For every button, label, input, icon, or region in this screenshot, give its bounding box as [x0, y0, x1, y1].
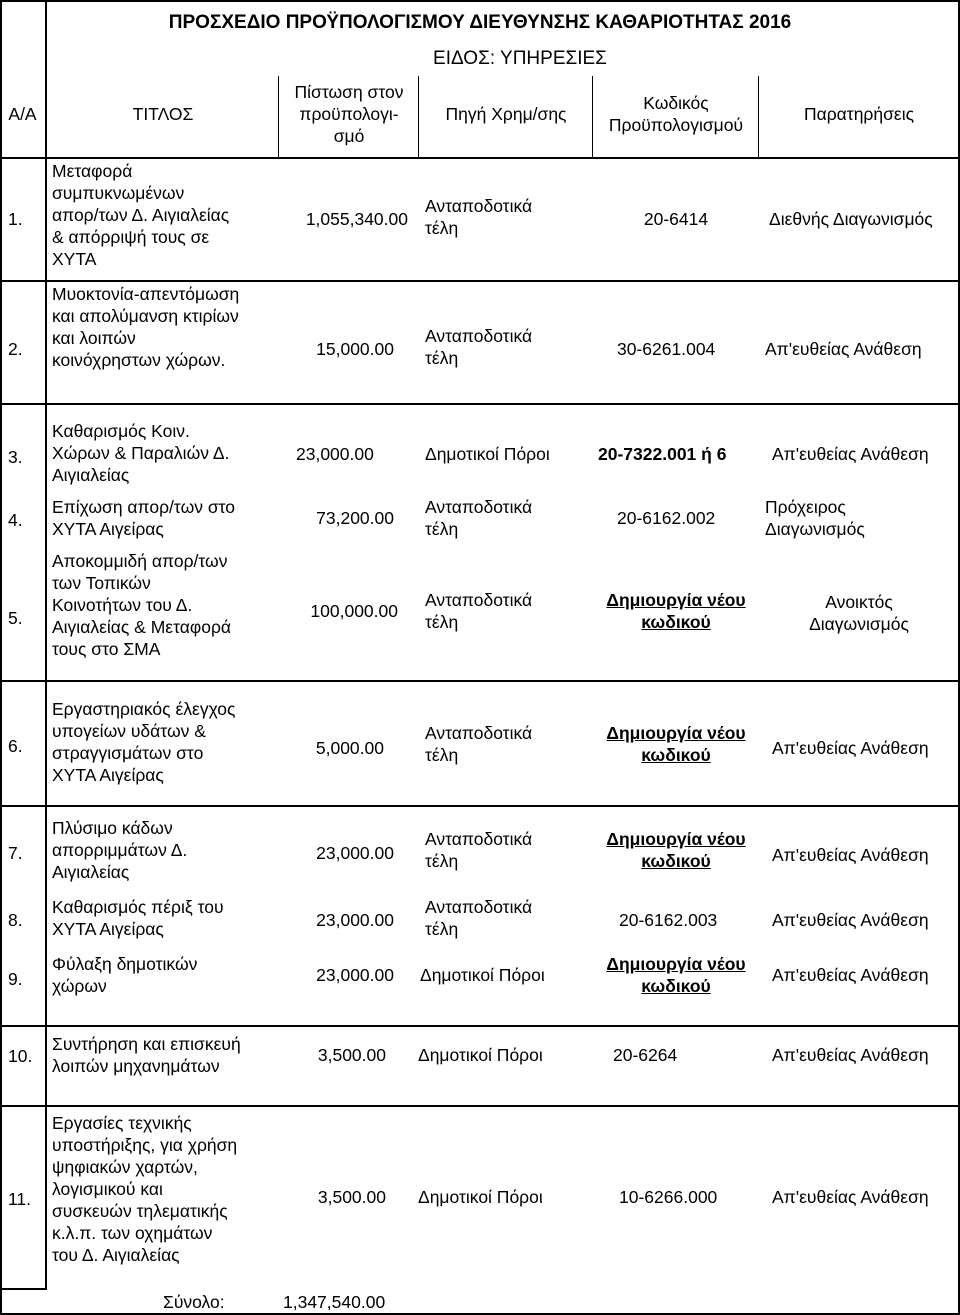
row-source: Δημοτικοί Πόροι	[420, 965, 545, 985]
row-title: Πλύσιμο κάδων απορριμμάτων Δ. Αιγιαλείας	[52, 818, 188, 882]
row-title: Καθαρισμός πέριξ του ΧΥΤΑ Αιγείρας	[52, 897, 224, 939]
row-title: Φύλαξη δημοτικών χώρων	[52, 954, 198, 996]
row-title: Επίχωση απορ/των στο ΧΥΤΑ Αιγείρας	[52, 497, 236, 539]
row-source: Ανταποδοτικά τέλη	[425, 829, 533, 871]
row-source: Δημοτικοί Πόροι	[425, 444, 550, 464]
row-number: 3.	[8, 447, 23, 467]
row-amount: 23,000.00	[296, 444, 374, 464]
row-code: 20-6162.002	[617, 508, 716, 528]
row-number: 11.	[8, 1189, 32, 1209]
row-title: Συντήρηση και επισκευή λοιπών μηχανημάτων	[52, 1034, 241, 1076]
row-number: 9.	[8, 969, 23, 989]
row-amount: 23,000.00	[316, 843, 394, 863]
header-code: Κωδικός Προϋπολογισμού	[608, 93, 744, 135]
header-aa: Α/Α	[8, 104, 37, 124]
row-code: Δημιουργία νέου κωδικού	[606, 590, 746, 632]
row-amount: 3,500.00	[317, 1045, 386, 1065]
row-remarks: Απ'ευθείας Ανάθεση	[772, 1187, 929, 1207]
row-remarks: Απ'ευθείας Ανάθεση	[772, 845, 929, 865]
row-amount: 5,000.00	[315, 738, 384, 758]
row-title: Καθαρισμός Κοιν. Χώρων & Παραλιών Δ. Αιγιαλείας	[52, 421, 230, 485]
header-title: ΤΙΤΛΟΣ	[132, 104, 194, 124]
row-remarks: Απ'ευθείας Ανάθεση	[772, 444, 929, 464]
row-source: Δημοτικοί Πόροι	[418, 1187, 543, 1207]
row-amount: 23,000.00	[316, 965, 394, 985]
row-code: 10-6266.000	[619, 1187, 718, 1207]
row-amount: 73,200.00	[316, 508, 394, 528]
row-remarks: Πρόχειρος Διαγωνισμός	[765, 497, 865, 539]
row-number: 7.	[8, 843, 23, 863]
page-title: ΠΡΟΣΧΕΔΙΟ ΠΡΟΫΠΟΛΟΓΙΣΜΟΥ ΔΙΕΥΘΥΝΣΗΣ ΚΑΘΑΡΙΟΤΗΤΑΣ 2016	[168, 12, 792, 33]
row-code: 20-7322.001 ή 6	[598, 444, 727, 464]
row-number: 8.	[8, 910, 23, 930]
row-number: 4.	[8, 510, 23, 530]
row-code: Δημιουργία νέου κωδικού	[606, 723, 746, 765]
row-number: 1.	[8, 209, 23, 229]
row-amount: 1,055,340.00	[305, 209, 408, 229]
row-remarks: Απ'ευθείας Ανάθεση	[772, 910, 929, 930]
row-number: 6.	[8, 736, 23, 756]
row-code: 30-6261.004	[617, 339, 716, 359]
header-remarks: Παρατηρήσεις	[803, 104, 915, 124]
row-code: 20-6414	[643, 209, 709, 229]
row-title: Εργασίες τεχνικής υποστήριξης, για χρήση ψηφιακών χαρτών, λογισμικού και συσκευών τηλεματικής κ.λ.π. των οχημάτων του Δ. Αιγιαλείας	[52, 1113, 238, 1265]
row-amount: 100,000.00	[310, 601, 398, 621]
row-title: Αποκομμιδή απορ/των των Τοπικών Κοινοτήτων του Δ. Αιγιαλείας & Μεταφορά τους στο ΣΜΑ	[52, 551, 232, 659]
header-credit: Πίστωση στον προϋπολογι- σμό	[294, 82, 404, 146]
row-source: Ανταποδοτικά τέλη	[425, 326, 533, 368]
header-source: Πηγή Χρημ/σης	[445, 104, 567, 124]
row-remarks: Απ'ευθείας Ανάθεση	[765, 339, 922, 359]
row-number: 2.	[8, 339, 23, 359]
row-number: 10.	[8, 1046, 33, 1066]
row-source: Δημοτικοί Πόροι	[418, 1045, 543, 1065]
row-remarks: Απ'ευθείας Ανάθεση	[772, 1045, 929, 1065]
row-code: 20-6162.003	[619, 910, 718, 930]
row-remarks: Διεθνής Διαγωνισμός	[769, 209, 933, 229]
row-source: Ανταποδοτικά τέλη	[425, 590, 533, 632]
row-title: Εργαστηριακός έλεγχος υπογείων υδάτων & στραγγισμάτων στο ΧΥΤΑ Αιγείρας	[52, 699, 236, 785]
row-title: Μυοκτονία-απεντόμωση και απολύμανση κτιρίων και λοιπών κοινόχρηστων χώρων.	[52, 284, 240, 370]
total-value: 1,347,540.00	[283, 1292, 386, 1312]
total-label: Σύνολο:	[163, 1292, 225, 1312]
row-source: Ανταποδοτικά τέλη	[425, 723, 533, 765]
row-remarks: Απ'ευθείας Ανάθεση	[772, 738, 929, 758]
row-remarks: Απ'ευθείας Ανάθεση	[772, 965, 929, 985]
row-code: Δημιουργία νέου κωδικού	[606, 954, 746, 996]
row-title: Μεταφορά συμπυκνωμένων απορ/των Δ. Αιγιαλείας & απόρριψή τους σε ΧΥΤΑ	[52, 161, 230, 269]
row-source: Ανταποδοτικά τέλη	[425, 196, 533, 238]
row-amount: 15,000.00	[316, 339, 394, 359]
row-amount: 3,500.00	[317, 1187, 386, 1207]
row-remarks: Ανοικτός Διαγωνισμός	[809, 592, 909, 634]
row-source: Ανταποδοτικά τέλη	[425, 497, 533, 539]
row-amount: 23,000.00	[316, 910, 394, 930]
row-source: Ανταποδοτικά τέλη	[425, 897, 533, 939]
row-number: 5.	[8, 608, 23, 628]
page-subtitle: ΕΙΔΟΣ: ΥΠΗΡΕΣΙΕΣ	[433, 48, 607, 69]
row-code: Δημιουργία νέου κωδικού	[606, 829, 746, 871]
row-code: 20-6264	[613, 1045, 678, 1065]
